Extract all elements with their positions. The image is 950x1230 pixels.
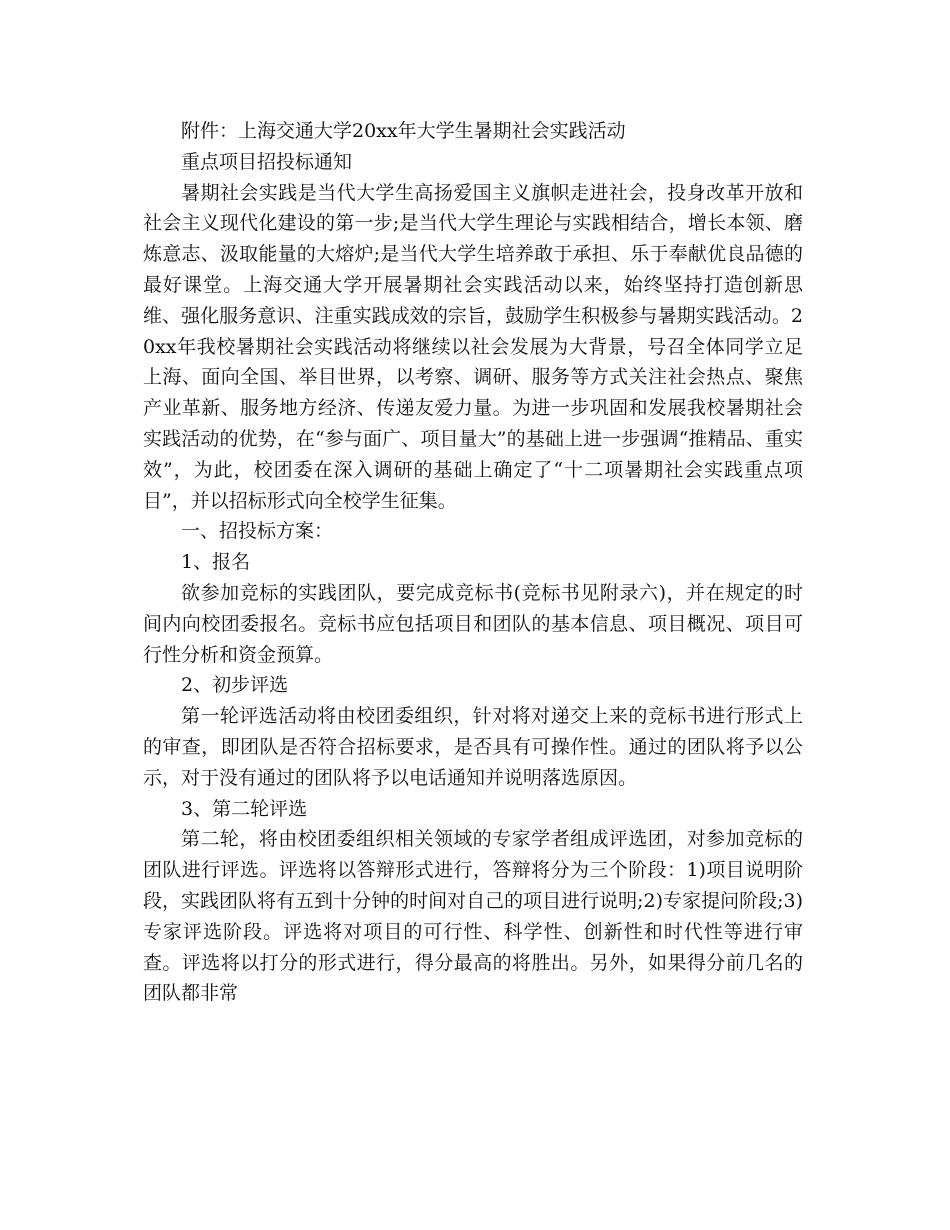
second-round-paragraph: 第二轮，将由校团委组织相关领域的专家学者组成评选团，对参加竞标的团队进行评选。评选将以答辩形式进行，答辩将分为三个阶段：1)项目说明阶段，实践团队将有五到十分钟的时间对自己的项目进行说明;2)专家提问阶段;3)专家评选阶段。评选将对项目的可行性、科学性、创新性和时代性等进行审查。评选将以打分的形式进行，得分最高的将胜出。另外，如果得分前几名的团队都非常 xyxy=(143,828,803,1005)
notice-title-line: 重点项目招投标通知 xyxy=(181,150,353,173)
subsection-heading-second-round: 3、第二轮评选 xyxy=(181,797,308,820)
attachment-title-line: 附件：上海交通大学20xx年大学生暑期社会实践活动 xyxy=(181,120,626,142)
registration-paragraph: 欲参加竞标的实践团队，要完成竞标书(竞标书见附录六)，并在规定的时间内向校团委报名。竞标书应包括项目和团队的基本信息、项目概况、项目可行性分析和资金预算。 xyxy=(143,581,803,666)
subsection-heading-preliminary-selection: 2、初步评选 xyxy=(181,674,289,697)
preliminary-selection-paragraph: 第一轮评选活动将由校团委组织，针对将对递交上来的竞标书进行形式上的审查，即团队是否符合招标要求，是否具有可操作性。通过的团队将予以公示，对于没有通过的团队将予以电话通知并说明落选原因。 xyxy=(143,705,803,789)
subsection-heading-registration: 1、报名 xyxy=(181,551,251,574)
document-body xyxy=(143,116,803,1009)
section-heading-bidding-plan: 一、招投标方案： xyxy=(181,520,334,543)
intro-paragraph: 暑期社会实践是当代大学生高扬爱国主义旗帜走进社会，投身改革开放和社会主义现代化建设的第一步;是当代大学生理论与实践相结合，增长本领、磨炼意志、汲取能量的大熔炉;是当代大学生培养敢于承担、乐于奉献优良品德的最好课堂。上海交通大学开展暑期社会实践活动以来，始终坚持打造创新思维、强化服务意识、注重实践成效的宗旨，鼓励学生积极参与暑期实践活动。20xx年我校暑期社会实践活动将继续以社会发展为大背景，号召全体同学立足上海、面向全国、举目世界，以考察、调研、服务等方式关注社会热点、聚焦产业革新、服务地方经济、传递友爱力量。为进一步巩固和发展我校暑期社会实践活动的优势，在“参与面广、项目量大”的基础上进一步强调“推精品、重实效”，为此，校团委在深入调研的基础上确定了“十二项暑期社会实践重点项目”，并以招标形式向全校学生征集。 xyxy=(143,181,803,512)
